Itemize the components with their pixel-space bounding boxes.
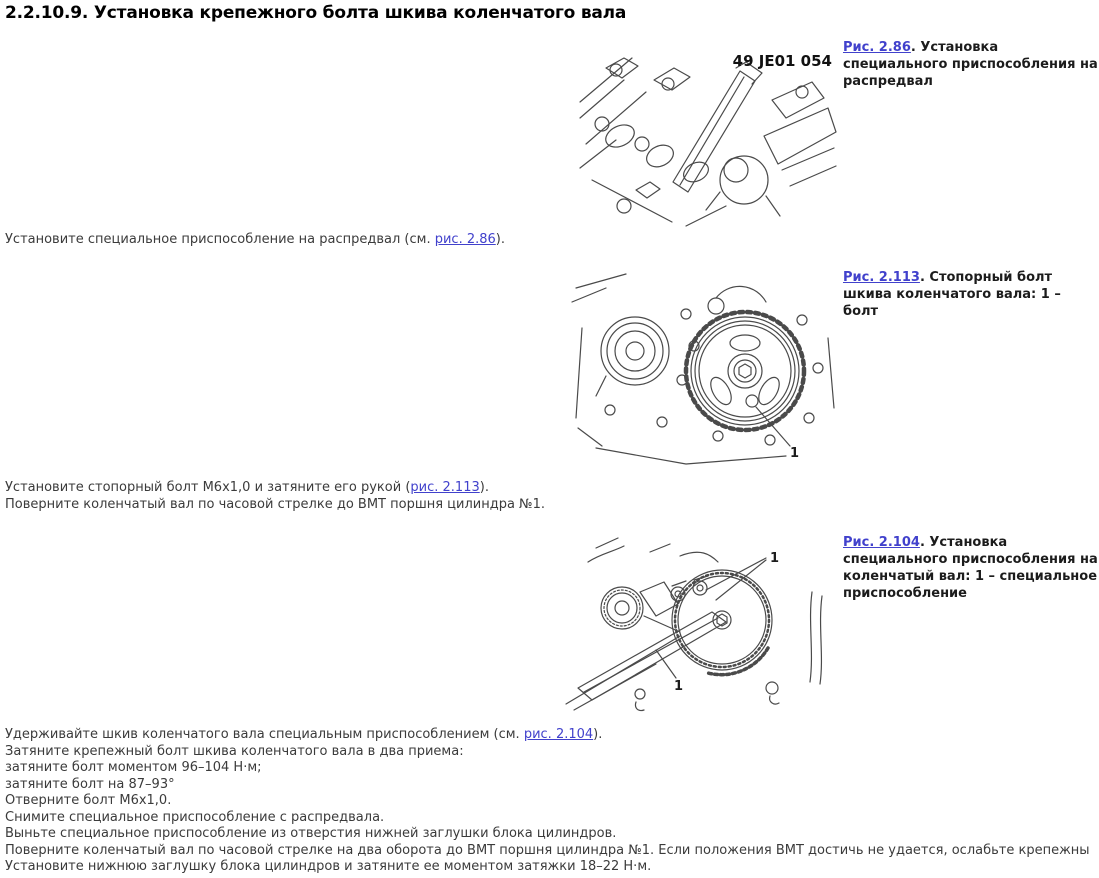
- instruction-line: затяните болт на 87–93°: [5, 776, 175, 792]
- inline-link-2-113[interactable]: рис. 2.113: [410, 480, 480, 495]
- figure-lock-bolt-image: [566, 268, 844, 482]
- figure-1-caption: [843, 39, 1099, 90]
- figure-2-caption: [843, 269, 1099, 320]
- paragraph-text: Установите специальное приспособление на распредвал (см.: [5, 232, 435, 247]
- engine-line-art-camshaft: [576, 40, 840, 232]
- paragraph-text: ).: [495, 232, 505, 247]
- figure-3-callout-bottom: 1: [674, 679, 684, 694]
- figure-part-number-label: 49 JE01 054: [732, 52, 832, 70]
- instruction-line: затяните болт моментом 96–104 Н·м;: [5, 760, 262, 775]
- paragraph-install-tool: [5, 232, 505, 249]
- instruction-line: Затяните крепежный болт шкива коленчатого вала в два приема:: [5, 743, 464, 759]
- figure-2-104-link[interactable]: Рис. 2.104: [843, 535, 920, 550]
- paragraph-text: ).: [479, 480, 489, 495]
- instruction-line: Установите нижнюю заглушку блока цилиндров и затяните ее моментом затяжки 18–22 Н·м.: [5, 859, 652, 874]
- figure-3-callout-top: 1: [770, 551, 780, 566]
- figure-3-caption: [843, 534, 1099, 602]
- engine-line-art-sprocket: [566, 268, 844, 482]
- figure-3-caption-text: . Установка специального приспособления на коленчатый вал: 1 – специальное приспособление: [843, 535, 1098, 601]
- page-title: 2.2.10.9. Установка крепежного болта шкива коленчатого вала: [5, 3, 627, 23]
- paragraph-text: Поверните коленчатый вал по часовой стрелке до ВМТ поршня цилиндра №1.: [5, 496, 545, 512]
- inline-link-2-104[interactable]: рис. 2.104: [523, 727, 594, 742]
- instruction-line: Поверните коленчатый вал по часовой стрелке на два оборота до ВМТ поршня цилиндра №1. Если положения ВМТ достичь не удается, ослабьте крепежны: [5, 842, 1090, 858]
- instruction-text: ).: [593, 727, 603, 742]
- figure-camshaft-tool-image: [576, 40, 840, 232]
- paragraph-lock-bolt: [5, 480, 545, 513]
- engine-line-art-crank-tool: [560, 532, 844, 730]
- figure-crank-tool-image: [560, 532, 844, 730]
- figure-2-86-link[interactable]: Рис. 2.86: [843, 40, 911, 55]
- paragraph-text: Установите стопорный болт М6х1,0 и затяните его рукой (: [5, 480, 411, 495]
- figure-2-113-link[interactable]: Рис. 2.113: [843, 270, 920, 285]
- instruction-block: [5, 727, 1090, 876]
- instruction-line: Снимите специальное приспособление с распредвала.: [5, 809, 385, 825]
- figure-2-callout-1: 1: [790, 446, 800, 461]
- instruction-line: Выньте специальное приспособление из отверстия нижней заглушки блока цилиндров.: [5, 826, 617, 841]
- figure-1-caption-text: . Установка специального приспособления на распредвал: [843, 40, 1098, 89]
- inline-link-2-86[interactable]: рис. 2.86: [434, 232, 496, 247]
- instruction-line: Отверните болт М6х1,0.: [5, 793, 172, 808]
- figure-2-caption-text: . Стопорный болт шкива коленчатого вала: 1 – болт: [843, 270, 1061, 319]
- instruction-text: Удерживайте шкив коленчатого вала специальным приспособлением (см.: [5, 727, 524, 742]
